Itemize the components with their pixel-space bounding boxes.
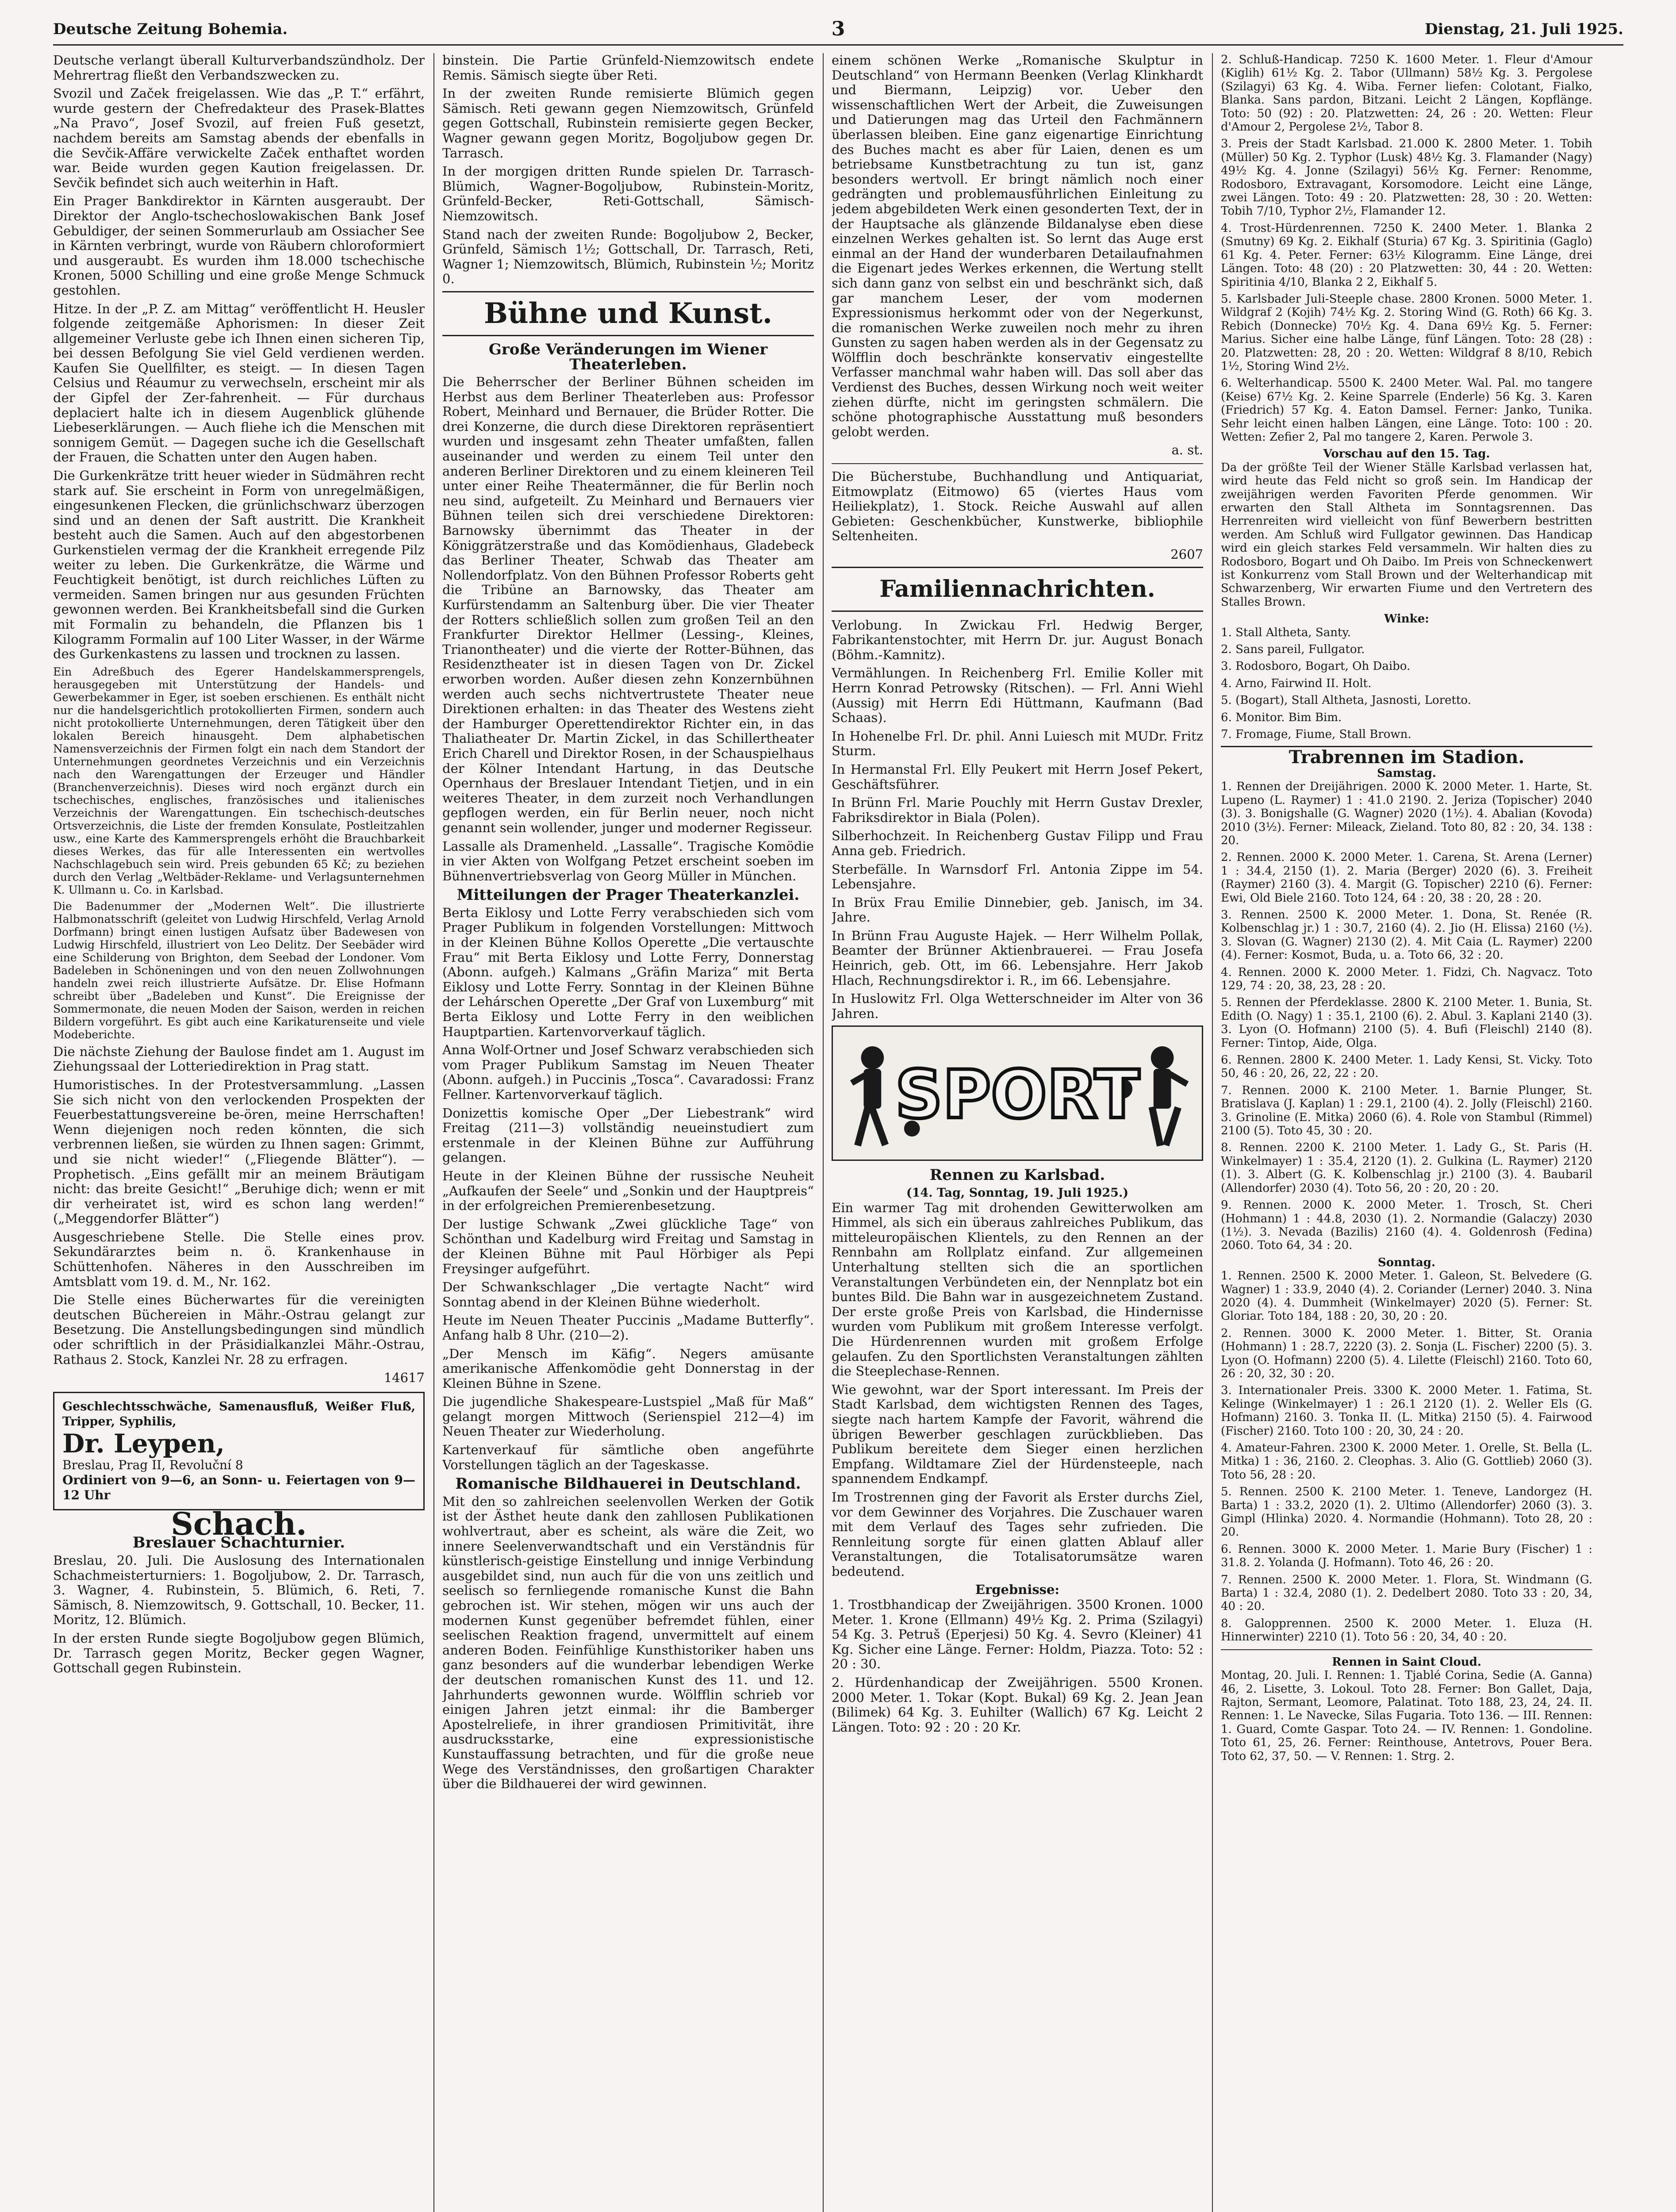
tips-heading: Winke: xyxy=(1384,612,1429,626)
masthead-rule xyxy=(53,44,1623,46)
family-notice: In Brünn Frl. Marie Pouchly mit Herrn Gustav Drexler, Fabriksdirektor in Biala (Polen). xyxy=(832,795,1203,825)
trotting-result: 3. Internationaler Preis. 3300 K. 2000 Meter. 1. Fatima, St. Kelinge (Winkelmayer) 1 : 26.1 2120 (1). 2. Weller Els (G. Hofmann) 2160. 3. Tonka II. (L. Mitka) 2150 (5). 4. Fairwood (Fischer) 2160. Toto 100 : 20, 30, 24 : 20. xyxy=(1221,1384,1592,1438)
preview-text: Da der größte Teil der Wiener Ställe Karlsbad verlassen hat, wird heute das Feld nicht so groß sein. Im Handicap der zweijährigen werden Favoriten Pferde genommen. Wir erwarten den Stall Altheta im Sonntagsrennen. Das Herrenreiten wird vielleicht von fünf Bewerbern bestritten werden. Am Schluß wird Fullgator gewinnen. Das Handicap wird ein gleich starkes Feld versammeln. Wir halten dies zu Rodosboro, Bogart und Oh Daibo. Im Preis von Schneckenwert ist Konkurrenz vom Stall Brown und der Welterhandicap mit Schwarzenberg, Wir erwarten Fiume und den Vertretern des Stalles Brown. xyxy=(1221,461,1592,609)
article-paragraph: Heute im Neuen Theater Puccinis „Madame Butterfly“. Anfang halb 8 Uhr. (210—2). xyxy=(442,1313,814,1343)
chess-continuation: Stand nach der zweiten Runde: Bogoljubow 2, Becker, Grünfeld, Sämisch 1½; Gottschall, Dr. Tarrasch, Reti, Wagner 1; Niemzowitsch, Blümich, Rubinstein ½; Moritz 0. xyxy=(442,227,814,287)
article-paragraph: Die Beherrscher der Berliner Bühnen scheiden im Herbst aus dem Berliner Theaterleben aus: Professor Robert, Meinhard und Bernauer, die Brüder Rotter. Die drei Konzerne, die durch diese Direktoren repräsentiert wurden und insgesamt zehn Theater umfaßten, fallen auseinander und werden zu einem Teil unter den anderen Berliner Direktoren und zu einem kleineren Teil unter einer Reihe Theatermänner, die für Berlin noch neu sind, aufgeteilt. Zu Meinhard und Bernauers vier Bühnen teilen sich drei verschiedene Direktoren: Barnowsky übernimmt das Theater in der Königgrätzerstraße und das Komödienhaus, Gladebeck das Berliner Theater, Schwab das Theater am Nollendorfplatz. Von den Bühnen Professor Roberts geht die Tribüne an Barnowsky, das Theater am Kurfürstendamm an Saltenburg über. Die vier Theater der Rotters schließlich sollen zum großen Teil an den Frankfurter Direktor Hellmer (Lessing-, Kleines, Trianontheater) und die vierte der Rotter-Bühnen, das Residenztheater ist in diesen Tagen von Dr. Zickel erworben worden. Außer diesen zehn Konzernbühnen werden auch sechs nichtvertrustete Theater neue Direktionen erhalten: in das Theater des Westens zieht der Hamburger Operettendirektor Richter ein, in das Thaliatheater Dr. Martin Zickel, in das Schillertheater Erich Charell und Direktor Rosen, in der Schauspielhaus der Kölner Intendant Hartung, in das Deutsche Opernhaus der Breslauer Intendant Tietjen, und in ein weiteres Theater, in dem zurzeit noch Verhandlungen gepflogen werden, ein für Berlin neuer, noch nicht genannt sein wollender, junger und moderner Regisseur. xyxy=(442,374,814,835)
race-result: 5. Karlsbader Juli-Steeple chase. 2800 Kronen. 5000 Meter. 1. Wildgraf 2 (Kojih) 74½ Kg. 2. Storing Wind (G. Roth) 66 Kg. 3. Rebich (Donnecke) 70½ Kg. 4. Dana 69½ Kg. 5. Ferner: Marius. Sicher eine halbe Länge, fünf Längen. Toto: 28 (28) : 20. Platzwetten: 28, 20 : 20. Wetten: Wildgraf 8 8/10, Rebich 1½, Storing Wind 2½. xyxy=(1221,292,1592,373)
race-heading: Rennen zu Karlsbad. xyxy=(929,1166,1105,1184)
ad-hours: Ordiniert von 9—6, an Sonn- u. Feiertagen von 9—12 Uhr xyxy=(62,1472,415,1502)
race-result: 6. Welterhandicap. 5500 K. 2400 Meter. Wal. Pal. mo tangere (Keise) 67½ Kg. 2. Keine Sparrele (Enderle) 56 Kg. 3. Karen (Friedrich) 57 Kg. 4. Eaton Damsel. Ferner: Janko, Tunika. Sehr leicht einen halben Längen, eine Länge. Toto: 100 : 20. Wetten: Zefier 2, Pal mo tangere 2, Karen. Perwole 3. xyxy=(1221,376,1592,444)
race-report: Wie gewohnt, war der Sport interessant. Im Preis der Stadt Karlsbad, dem wichtigsten Rennen des Tages, siegte nach hartem Kampfe der Favorit, während die übrigen Bewerber geschlagen zurückblieben. Das Publikum bereitete dem Sieger einen herzlichen Empfang. Wildtamare Ziel der Hürdensteeple, nach spannendem Endkampf. xyxy=(832,1382,1203,1486)
advertisement-dr-leypen xyxy=(53,1392,425,1510)
trotting-result: 7. Rennen. 2500 K. 2000 Meter. 1. Flora, St. Windmann (G. Barta) 1 : 32.4, 2080 (1). 2. Dedelbert 2080. Toto 33 : 20, 34, 40 : 20. xyxy=(1221,1573,1592,1613)
article-paragraph: „Der Mensch im Käfig“. Negers amüsante amerikanische Affenkomödie geht Donnerstag in der Kleinen Bühne in Szene. xyxy=(442,1346,814,1391)
article-paragraph: Kartenverkauf für sämtliche oben angeführte Vorstellungen täglich an der Tageskasse. xyxy=(442,1442,814,1472)
trotting-result: 2. Rennen. 2000 K. 2000 Meter. 1. Carena, St. Arena (Lerner) 1 : 34.4, 2150 (1). 2. Maria (Berger) 2020 (6). 3. Freiheit (Raymer) 2160 (3). 4. Margit (G. Topischer) 2210 (6). Ferner: Ewi, Old Biele 2160. Toto 124, 64 : 20, 38 : 20, 28 : 20. xyxy=(1221,851,1592,905)
ad-number: 14617 xyxy=(384,1370,425,1386)
article-paragraph: Donizettis komische Oper „Der Liebestrank“ wird Freitag (211—3) vollständig neueinstudiert zum erstenmale in der Kleinen Bühne zur Aufführung gelangen. xyxy=(442,1105,814,1165)
trotting-result: 6. Rennen. 2800 K. 2400 Meter. 1. Lady Kensi, St. Vicky. Toto 50, 46 : 20, 26, 22, 22 : 20. xyxy=(1221,1053,1592,1080)
trotting-result: 4. Amateur-Fahren. 2300 K. 2000 Meter. 1. Orelle, St. Bella (L. Mitka) 1 : 36, 2160. 2. Cleophas. 3. Alio (G. Gottlieb) 2060 (3). Toto 56, 28 : 20. xyxy=(1221,1441,1592,1482)
column-divider xyxy=(433,53,434,2212)
article-paragraph: Lassalle als Dramenheld. „Lassalle“. Tragische Komödie in vier Akten von Wolfgang Petzet erscheint soeben im Bühnenvertriebsverlag von Georg Müller in München. xyxy=(442,838,814,883)
article-heading: Große Veränderungen im Wiener Theaterleben. xyxy=(488,340,768,373)
trotting-result: 5. Rennen. 2500 K. 2100 Meter. 1. Teneve, Landorgez (H. Barta) 1 : 33.2, 2020 (1). 2. Ultimo (Allendorfer) 2060 (3). 3. Gimpl (Hlinka) 2020. 4. Normandie (Hohmann). Toto 28, 20 : 20. xyxy=(1221,1485,1592,1539)
ad-brand: Dr. Leypen, xyxy=(62,1428,225,1459)
trotting-day-sunday: Sonntag. xyxy=(1377,1256,1435,1269)
family-notice: Sterbefälle. In Warnsdorf Frl. Antonia Zippe im 54. Lebensjahre. xyxy=(832,861,1203,892)
trotting-result: 7. Rennen. 2000 K. 2100 Meter. 1. Barnie Plunger, St. Bratislava (J. Kaplan) 1 : 29.1, 2100 (4). 2. Jolly (Fleischl) 2160. 3. Grinoline (E. Mitka) 2060 (6). 4. Role von Stambul (Rimmel) 2100 (5). Toto 45, 30 : 20. xyxy=(1221,1083,1592,1138)
trotting-result: 3. Rennen. 2500 K. 2000 Meter. 1. Dona, St. Renée (R. Kolbenschlag jr.) 1 : 30.7, 2160 (4). 2. Jio (H. Elissa) 2160 (½). 3. Slovan (G. Wagner) 2130 (2). 4. Mit Caia (L. Raymer) 2200 (4). Ferner: Kosmot, Buda, u. a. Toto 66, 32 : 20. xyxy=(1221,908,1592,962)
tip-line: 7. Fromage, Fiume, Stall Brown. xyxy=(1221,728,1411,741)
tip-line: 2. Sans pareil, Fullgator. xyxy=(1221,643,1365,657)
column-divider xyxy=(823,53,824,2212)
column-1 xyxy=(53,53,425,2212)
news-item: Die Gurkenkrätze tritt heuer wieder in Südmähren recht stark auf. Sie erscheint in Form von unregelmäßigen, eingesunkenen Flecken, die grünlichschwarz überzogen sind und an denen der Saft austritt. Die Krankheit besteht auch die Samen. Auch auf den abgestorbenen Gurkenstielen vermag der die Krankheit erregende Pilz weiter zu leben. Die Gurkenkrätze, die Wärme und Feuchtigkeit benötigt, ist durch reichliches Lüften zu vermeiden. Samen bringen nur aus gesunden Früchten gewonnen werden. Bei Krankheitsbefall sind die Gurken mit Formalin zu behandeln, die Pflanzen bis 1 Kilogramm Formalin auf 100 Liter Wasser, in der Wärme des Gurkenkastens zu lassen und trocknen zu lassen. xyxy=(53,468,425,662)
trotting-result: 2. Rennen. 3000 K. 2000 Meter. 1. Bitter, St. Orania (Hohmann) 1 : 28.7, 2220 (3). 2. Sonja (L. Fischer) 2200 (5). 3. Lyon (O. Hofmann) 2200 (5). 4. Lilette (Fleischl) 2160. Toto 60, 26 : 20, 32, 30 : 20. xyxy=(1221,1326,1592,1380)
family-notice: Verlobung. In Zwickau Frl. Hedwig Berger, Fabrikantenstochter, mit Herrn Dr. jur. August Bonach (Böhm.-Kamnitz). xyxy=(832,617,1203,662)
family-notice: In Hermanstal Frl. Elly Peukert mit Herrn Josef Pekert, Geschäftsführer. xyxy=(832,761,1203,792)
trotting-day-saturday: Samstag. xyxy=(1377,766,1436,780)
tip-line: 5. (Bogart), Stall Altheta, Jasnosti, Loretto. xyxy=(1221,694,1471,707)
tip-line: 6. Monitor. Bim Bim. xyxy=(1221,710,1342,724)
trotting-result: 5. Rennen der Pferdeklasse. 2800 K. 2100 Meter. 1. Bunia, St. Edith (O. Nagy) 1 : 35.1, 2100 (6). 2. Abul. 3. Kaplani 2140 (3). 3. Lyon (O. Hofmann) 2100 (5). 4. Bufi (Fleischl) 2140 (8). Ferner: Tintop, Aide, Olga. xyxy=(1221,996,1592,1050)
news-item: Die nächste Ziehung der Baulose findet am 1. August im Ziehungssaal der Lotteriedirektion in Prag statt. xyxy=(53,1044,425,1074)
sport-banner-word: SPORT xyxy=(895,1056,1140,1134)
chess-continuation: In der zweiten Runde remisierte Blümich gegen Sämisch. Reti gewann gegen Niemzowitsch, Grünfeld gegen Gottschall, Rubinstein remisierte gegen Becker, Wagner gewann gegen Moritz, Bogoljubow gegen Dr. Tarrasch. xyxy=(442,86,814,161)
article-paragraph: Heute in der Kleinen Bühne der russische Neuheit „Aufkaufen der Seele“ und „Sonkin und der Hauptpreis“ in der erfolgreichen Premierenbesetzung. xyxy=(442,1168,814,1214)
separator xyxy=(1221,1649,1592,1650)
saint-cloud-results: Montag, 20. Juli. I. Rennen: 1. Tjablé Corina, Sedie (A. Ganna) 46, 2. Lisette, 3. Lokoul. Toto 28. Ferner: Bon Gallet, Daja, Rajton, Sermant, Leomore, Palatinat. Toto 188, 23, 24, 24. II. Rennen: 1. Le Navecke, Silas Fugaria. Toto 136. — III. Rennen: 1. Guard, Comte Gaspar. Toto 24. — IV. Rennen: 1. Gondoline. Toto 61, 25, 26. Ferner: Reinthouse, Antetrovs, Pouer Bera. Toto 62, 37, 50. — V. Rennen: 1. Strg. 2. xyxy=(1221,1669,1592,1763)
preview-heading: Vorschau auf den 15. Tag. xyxy=(1323,447,1490,461)
page-number: 3 xyxy=(831,18,845,40)
sport-athletes-illustration xyxy=(833,1027,1202,1160)
article-signature: a. st. xyxy=(1171,442,1203,458)
trotting-result: 9. Rennen. 2000 K. 2000 Meter. 1. Trosch, St. Cheri (Hohmann) 1 : 44.8, 2030 (1). 2. Normandie (Galaczy) 2030 (1½). 3. Nevada (Bazilis) 2160 (4). 4. Goldenrosh (Fedina) 2060. Toto 64, 34 : 20. xyxy=(1221,1198,1592,1252)
race-result: 2. Schluß-Handicap. 7250 K. 1600 Meter. 1. Fleur d'Amour (Kiglih) 61½ Kg. 2. Tabor (Ullmann) 58½ Kg. 3. Pergolese (Szilagyi) 63 Kg. 4. Wiba. Ferner liefen: Colotant, Fialko, Blanka. Sans pardon, Bitzani. Leicht 2 Längen, Kopflänge. Toto: 50 (92) : 20. Platzwetten: 24, 26 : 20. Wetten: Fleur d'Amour 2, Pergolese 2½, Tabor 8. xyxy=(1221,53,1592,134)
trotting-result: 8. Rennen. 2200 K. 2100 Meter. 1. Lady G., St. Paris (H. Winkelmayer) 1 : 35.4, 2120 (1). 2. Gulkina (L. Raymer) 2120 (1). 3. Albert (G. K. Kolbenschlag jr.) 2100 (3). 4. Baubaril (Allendorfer) 2030 (4). Toto 56, 20 : 20, 20 : 20. xyxy=(1221,1141,1592,1195)
chess-subtitle: Breslauer Schachturnier. xyxy=(132,1534,345,1552)
race-result: 2. Hürdenhandicap der Zweijährigen. 5500 Kronen. 2000 Meter. 1. Tokar (Kopt. Bukal) 69 Kg. 2. Jean Jean (Bilimek) 64 Kg. 3. Euhilter (Wallich) 67 Kg. Leicht 2 Längen. Toto: 92 : 20 : 20 Kr. xyxy=(832,1675,1203,1735)
column-4 xyxy=(1221,53,1592,2212)
chess-item: In der ersten Runde siegte Bogoljubow gegen Blümich, Dr. Tarrasch gegen Moritz, Becker gegen Wagner, Gottschall gegen Rubinstein. xyxy=(53,1630,425,1676)
notice-number: 2607 xyxy=(1170,547,1203,562)
family-notice: In Huslowitz Frl. Olga Wetterschneider im Alter von 36 Jahren. xyxy=(832,991,1203,1021)
article-paragraph: Die jugendliche Shakespeare-Lustspiel „Maß für Maß“ gelangt morgen Mittwoch (Serienspiel 212—4) im Neuen Theater zur Wiederholung. xyxy=(442,1394,814,1439)
newspaper-name: Deutsche Zeitung Bohemia. xyxy=(53,20,288,38)
tip-line: 3. Rodosboro, Bogart, Oh Daibo. xyxy=(1221,660,1411,673)
article-paragraph: Der Schwankschlager „Die vertagte Nacht“ wird Sonntag abend in der Kleinen Bühne wiederholt. xyxy=(442,1279,814,1310)
bookshop-notice: Die Bücherstube, Buchhandlung und Antiquariat, Eitmowplatz (Eitmowo) 65 (viertes Haus vom Heiliekplatz), 1. Stock. Reiche Auswahl auf allen Gebieten: Geschenkbücher, Kunstwerke, bibliophile Seltenheiten. xyxy=(832,469,1203,544)
column-2 xyxy=(442,53,814,2212)
ad-address: Breslau, Prag II, Revoluční 8 xyxy=(62,1457,243,1472)
chess-item: Breslau, 20. Juli. Die Auslosung des Internationalen Schachmeisterturniers: 1. Bogoljubow, 2. Dr. Tarrasch, 3. Wagner, 4. Rubinstein, 5. Blümich, 6. Reti, 7. Sämisch, 8. Niemzowitsch, 9. Gottschall, 10. Becker, 11. Moritz, 12. Blümich. xyxy=(53,1553,425,1628)
results-heading: Ergebnisse: xyxy=(975,1582,1060,1598)
article-heading: Romanische Bildhauerei in Deutschland. xyxy=(455,1475,801,1493)
masthead xyxy=(53,13,1623,44)
trotting-result: 1. Rennen. 2500 K. 2000 Meter. 1. Galeon, St. Belvedere (G. Wagner) 1 : 33.9, 2040 (4). 2. Coriander (Lerner) 2040. 3. Nina 2020 (4). 4. Dummheit (Winkelmayer) 2020 (5). Ferner: St. Gloriar. Toto 184, 188 : 20, 30, 20 : 20. xyxy=(1221,1269,1592,1323)
race-report: Im Trostrennen ging der Favorit als Erster durchs Ziel, vor dem Gewinner des Vorjahres. Die Zuschauer waren mit dem Verlauf des Tages sehr zufrieden. Die Rennleitung sorgte für einen glatten Ablauf aller Veranstaltungen, die Totalisatorumsätze waren bedeutend. xyxy=(832,1489,1203,1579)
trotting-result: 4. Rennen. 2000 K. 2000 Meter. 1. Fidzi, Ch. Nagvacz. Toto 129, 74 : 20, 38, 23, 28 : 20. xyxy=(1221,965,1592,992)
saint-cloud-heading: Rennen in Saint Cloud. xyxy=(1332,1655,1481,1669)
separator xyxy=(832,463,1203,464)
family-notice: In Brüx Frau Emilie Dinnebier, geb. Janisch, im 34. Jahre. xyxy=(832,895,1203,925)
ad-headline: Geschlechtsschwäche, Samenausfluß, Weißer Fluß, Tripper, Syphilis, xyxy=(62,1399,415,1429)
family-notice: In Hohenelbe Frl. Dr. phil. Anni Luiesch mit MUDr. Fritz Sturm. xyxy=(832,728,1203,759)
family-notice: Vermählungen. In Reichenberg Frl. Emilie Koller mit Herrn Konrad Petrowsky (Ritschen). — Frl. Anni Wiehl (Aussig) mit Herrn Edi Hüttmann, Kaufmann (Bad Schaas). xyxy=(832,665,1203,726)
race-result: 3. Preis der Stadt Karlsbad. 21.000 K. 2800 Meter. 1. Tobih (Müller) 50 Kg. 2. Typhor (Lusk) 48½ Kg. 3. Flamander (Nagy) 49½ Kg. 4. Jonne (Szilagyi) 56½ Kg. Ferner: Renomme, Rodosboro, Extravagant, Korsomodore. Leicht eine Länge, zwei Längen. Toto: 49 : 20. Platzwetten: 28, 30 : 20. Wetten: Tobih 7/10, Typhor 2½, Flamander 12. xyxy=(1221,137,1592,218)
column-3 xyxy=(832,53,1203,2212)
news-item: Svozil und Začek freigelassen. Wie das „P. T.“ erfährt, wurde gestern der Chefredakteur des Prasek-Blattes „Na Pravo“, Josef Svozil, auf freien Fuß gesetzt, nachdem bereits am Samstag abends der ebenfalls in die Sevčik-Affäre verwickelte Začek enthaftet worden war. Beide wurden gegen Kaution freigelassen. Dr. Sevčik befindet sich auch weiterhin in Haft. xyxy=(53,86,425,190)
article-paragraph: Mit den so zahlreichen seelenvollen Werken der Gotik ist der Ästhet heute dank den zahllosen Publikationen wohlvertraut, aber es scheint, als wäre die Zeit, wo innere Seelenverwandtschaft und ein Verständnis für künstlerisch-geistige Einstellung und innige Verbindung ausgebildet sind, nun auch für die von uns zeitlich und seelisch so fernliegende romanische Kunst die Bahn gebrochen ist. Wir stehen, mögen wir uns auch der modernen Kunst gegenüber befremdet fühlen, einer seelischen Reaktion fragend, unvermittelt auf einem anderen Boden. Feinfühlige Kunsthistoriker haben uns ganz besonders auf die wunderbar lebendigen Werke der deutschen romanischen Kunst des 11. und 12. Jahrhunderts gewonnen wurde. Wölfflin schrieb vor einigen Jahren jetzt einmal: ihr die Bamberger Apostelreliefe, in ihrer grandiosen Primitivität, ihre ausdrucksstarke, eine expressionistische Kunstauffassung betrachten, und für die große neue Wege des Verständnisses, den großartigen Charakter über die Bildhauerei der wird gewinnen. xyxy=(442,1494,814,1792)
chess-section-title: Schach. xyxy=(171,1505,307,1542)
chess-continuation: In der morgigen dritten Runde spielen Dr. Tarrasch-Blümich, Wagner-Bogoljubow, Rubinstein-Moritz, Grünfeld-Becker, Reti-Gottschall, Sämisch-Niemzowitsch. xyxy=(442,164,814,223)
news-item: Die Badenummer der „Modernen Welt“. Die illustrierte Halbmonatsschrift (geleitet von Ludwig Hirschfeld, Verlag Arnold Dorfmann) bringt einen lustigen Aufsatz über Badewesen von Ludwig Hirschfeld, illustriert von Leo Delitz. Der Seebäder wird eine Schilderung von Brighton, dem Seebad der Londoner. Vom Badeleben in Schöneningen und von den neuen Zollwohnungen handeln zwei reich illustrierte Aufsätze. Dr. Elise Hofmann schreibt über „Badeleben und Kunst“. Die Ereignisse der Sommermonate, die neuen Moden der Saison, werden in reichen Bildern vorgeführt. Es gibt auch eine Karikaturenseite und viele Modeberichte. xyxy=(53,899,425,1041)
tip-line: 4. Arno, Fairwind II. Holt. xyxy=(1221,676,1372,690)
trotting-result: 6. Rennen. 3000 K. 2000 Meter. 1. Marie Bury (Fischer) 1 : 31.8. 2. Yolanda (J. Hofmann). Toto 46, 26 : 20. xyxy=(1221,1542,1592,1570)
section-title-family: Familiennachrichten. xyxy=(832,567,1203,612)
race-result: 4. Trost-Hürdenrennen. 7250 K. 2400 Meter. 1. Blanka 2 (Smutny) 69 Kg. 2. Eikhalf (Sturia) 67 Kg. 3. Spiritinia (Gaglo) 61 Kg. 4. Peter. Ferner: 63½ Kilogramm. Eine Länge, drei Längen. Toto: 48 (20) : 20 Platzwetten: 30, 44 : 20. Wetten: Spiritinia 4/10, Blanka 2 2, Eikhalf 5. xyxy=(1221,221,1592,289)
article-heading: Mitteilungen der Prager Theaterkanzlei. xyxy=(456,886,800,904)
race-subheading: (14. Tag, Sonntag, 19. Juli 1925.) xyxy=(906,1186,1129,1200)
trotting-heading: Trabrennen im Stadion. xyxy=(1221,746,1592,764)
race-report: Ein warmer Tag mit drohenden Gewitterwolken am Himmel, als sich ein überaus zahlreiches Publikum, das mitteleuropäischen Klientels, zu den Rennen an der Rennbahn am Rollplatz einfand. Zur allgemeinen Unterhaltung stellten sich die an sportlichen Veranstaltungen Verbündeten ein, der Nennplatz bot ein buntes Bild. Die Bahn war in ausgezeichnetem Zustand. Der erste große Preis von Karlsbad, die Hindernisse wurden vom Publikum mit großem Interesse verfolgt. Die Hürdenrennen wurden mit großem Erfolge gelaufen. Zu den Sportlichsten Veranstaltungen zählten die Steeplechase-Rennen. xyxy=(832,1200,1203,1379)
article-paragraph: Der lustige Schwank „Zwei glückliche Tage“ von Schönthan und Kadelburg wird Freitag und Samstag in der Kleinen Bühne mit Paul Hörbiger als Pepi Freysinger aufgeführt. xyxy=(442,1216,814,1276)
article-paragraph: Berta Eiklosy und Lotte Ferry verabschieden sich vom Prager Publikum in folgenden Vorstellungen: Mittwoch in der Kleinen Bühne Kollos Operette „Die vertauschte Frau“ mit Berta Eiklosy und Lotte Ferry, Donnerstag (Abonn. aufgeh.) Kalmans „Gräfin Mariza“ mit Berta Eiklosy und Lotte Ferry. Sonntag in der Kleinen Bühne der Lehárschen Operette „Der Graf von Luxemburg“ mit Berta Eiklosy und Lotte Ferry in den weiblichen Hauptpartien. Kartenvorverkauf täglich. xyxy=(442,905,814,1039)
trotting-result: 8. Galopprennen. 2500 K. 2000 Meter. 1. Eluza (H. Hinnerwinter) 2210 (1). Toto 56 : 20, 34, 40 : 20. xyxy=(1221,1617,1592,1644)
family-notice: Silberhochzeit. In Reichenberg Gustav Filipp und Frau Anna geb. Friedrich. xyxy=(832,828,1203,858)
trotting-result: 1. Rennen der Dreijährigen. 2000 K. 2000 Meter. 1. Harte, St. Lupeno (L. Raymer) 1 : 41.0 2190. 2. Jeriza (Topischer) 2040 (3). 3. Bonigshalle (G. Wagner) 2020 (1½). 4. Abalian (Kovoda) 2010 (3½). Ferner: Mileack, Zieland. Toto 80, 82 : 20, 34. 138 : 20. xyxy=(1221,780,1592,847)
family-notice: In Brünn Frau Auguste Hajek. — Herr Wilhelm Pollak, Beamter der Brünner Aktienbrauerei. — Frau Josefa Heinrich, geb. Ott, im 66. Lebensjahre. Herr Jakob Hlach, Rechnungsdirektor i. R., im 66. Lebensjahre. xyxy=(832,928,1203,988)
chess-continuation: binstein. Die Partie Grünfeld-Niemzowitsch endete Remis. Sämisch siegte über Reti. xyxy=(442,53,814,83)
article-paragraph: Anna Wolf-Ortner und Josef Schwarz verabschieden sich vom Prager Publikum Samstag im Neuen Theater (Abonn. aufgeh.) in Puccinis „Tosca“. Cavaradossi: Franz Fellner. Kartenvorverkauf täglich. xyxy=(442,1042,814,1102)
news-item: Humoristisches. In der Protestversammlung. „Lassen Sie sich nicht von den verlockenden Prospekten der Feuerbestattungsvereine be-ören, meine Herrschaften! Wenn diejenigen noch reden könnten, die sich verbrennen ließen, sie würden zu Ihnen sagen: Grimmt, und sie nicht wieder!“ („Fliegende Blätter“). — Prophetisch. „Eins gefällt mir an meinem Bräutigam nicht: das breite Gesicht!“ „Beruhige dich; wenn er mit dir verheiratet ist, wird es schon lang werden!“ („Meggendorfer Blätter“) xyxy=(53,1077,425,1226)
tip-line: 1. Stall Altheta, Santy. xyxy=(1221,626,1351,639)
news-item: Ausgeschriebene Stelle. Die Stelle eines prov. Sekundärarztes beim n. ö. Krankenhause in Schüttenhofen. Näheres in den Ausschreiben im Amtsblatt vom 19. d. M., Nr. 162. xyxy=(53,1229,425,1289)
news-item: Hitze. In der „P. Z. am Mittag“ veröffentlicht H. Heusler folgende zeitgemäße Aphorismen: In dieser Zeit allgemeiner Verluste gebe ich Ihnen einen sicheren Tip, bei dessen Befolgung Sie viel Geld verdienen werden. Kaufen Sie Quellfilter, es steigt. — In diesen Tagen Celsius und Réaumur zu verwechseln, erscheint mir als der Gipfel der Zer-fahrenheit. — Für durchaus deplaciert halte ich in diesem Augenblick glühende Liebeserklärungen. — Auch fliehe ich die Menschen mit sonnigem Gemüt. — Dagegen suche ich die Gesellschaft der Frauen, die Schatten unter den Augen haben. xyxy=(53,301,425,465)
news-item: Ein Prager Bankdirektor in Kärnten ausgeraubt. Der Direktor der Anglo-tschechoslowakischen Bank Josef Gebuldiger, der seinen Sommerurlaub am Ossiacher See in Kärnten verbringt, wurde von Räubern chloroformiert und ausgeraubt. Es wurden ihm 18.000 tschechische Kronen, 5000 Schilling und eine große Menge Schmuck gestohlen. xyxy=(53,193,425,298)
race-result: 1. Trostbhandicap der Zweijährigen. 3500 Kronen. 1000 Meter. 1. Krone (Ellmann) 49½ Kg. 2. Prima (Szilagyi) 54 Kg. 3. Petruš (Eperjesi) 50 Kg. 4. Sevro (Kleiner) 41 Kg. Sicher eine Länge. Ferner: Holdm, Piazza. Toto: 52 : 20 : 30. xyxy=(832,1597,1203,1672)
news-item: Deutsche verlangt überall Kulturverbandszündholz. Der Mehrertrag fließt den Verbandszwecken zu. xyxy=(53,53,425,83)
section-title-buehne: Bühne und Kunst. xyxy=(442,291,814,336)
sport-banner-illustration xyxy=(832,1025,1203,1161)
article-paragraph: einem schönen Werke „Romanische Skulptur in Deutschland“ von Hermann Beenken (Verlag Klinkhardt und Biermann, Leipzig) vor. Ueber den wissenschaftlichen Wert der Arbeit, die Zuweisungen und Datierungen mag das Urteil den Fachmännern überlassen bleiben. Eine ganz eigenartige Einrichtung des Buches macht es aber für Laien, denen es um betriebsame Kunstbetrachtung zu tun ist, ganz besonders wertvoll. Er bringt nämlich noch einer gedrängten und problemausführlichen Einleitung zu jedem abgebildeten Werk einen gesonderten Text, der in der Hauptsache als glänzende Bildanalyse eben diese einzelnen Werkes gehalten ist. So lernt das Auge erst einmal an der Hand der wunderbaren Detailaufnahmen die Eigenart jedes Werkes erkennen, die Wertung stellt sich dann ganz von selbst ein und beschränkt sich, daß gar manchem Leser, der vom modernen Expressionismus herkommt oder von der Negerkunst, die romanischen Werke zuweilen noch mehr zu ihren Gunsten zu sagen haben werden als in der Gegensatz zu Wölfflin doch beschränkte konservativ eingestellte Verfasser manchmal wahr haben will. Das soll aber das Verdienst des Buches, dessen Wirkung noch weit weiter ziehen dürfte, nicht im geringsten schmälern. Die schöne photographische Ausstattung muß besonders gelobt werden. xyxy=(832,53,1203,439)
news-item: Die Stelle eines Bücherwartes für die vereinigten deutschen Büchereien in Mähr.-Ostrau gelangt zur Besetzung. Die Anstellungsbedingungen sind mündlich oder schriftlich in der Präsidialkanzlei Mähr.-Ostrau, Rathaus 2. Stock, Kanzlei Nr. 28 zu erfragen. xyxy=(53,1292,425,1367)
column-divider xyxy=(1212,53,1213,2212)
issue-date: Dienstag, 21. Juli 1925. xyxy=(1424,20,1623,38)
news-item: Ein Adreßbuch des Egerer Handelskammersprengels, herausgegeben mit Unterstützung der Handels- und Gewerbekammer in Eger, ist soeben erschienen. Es enthält nicht nur die handelsgerichtlich protokollierten Firmen, sondern auch nicht protokollierte Unternehmungen, deren Tätigkeit über den lokalen Bereich hinausgeht. Dem alphabetischen Namensverzeichnis der Firmen folgt ein nach dem Standort der Unternehmungen geordnetes Verzeichnis und ein Verzeichnis nach den Warengattungen der Erzeuger und Händler (Branchenverzeichnis). Dieses wird noch ergänzt durch ein tschechisches, englisches, französisches und italienisches Verzeichnis der Warengattungen. Ein tschechisch-deutsches Ortsverzeichnis, die Liste der fremden Konsulate, Postleitzahlen usw., eine Karte des Kammersprengels erhöht die Brauchbarkeit dieses Werkes, das für alle Interessenten ein wertvolles Nachschlagebuch sein wird. Preis gebunden 65 Kč; zu beziehen durch den Verlag „Weltbäder-Reklame- und Verlagsunternehmen K. Ullmann u. Co. in Karlsbad. xyxy=(53,665,425,896)
